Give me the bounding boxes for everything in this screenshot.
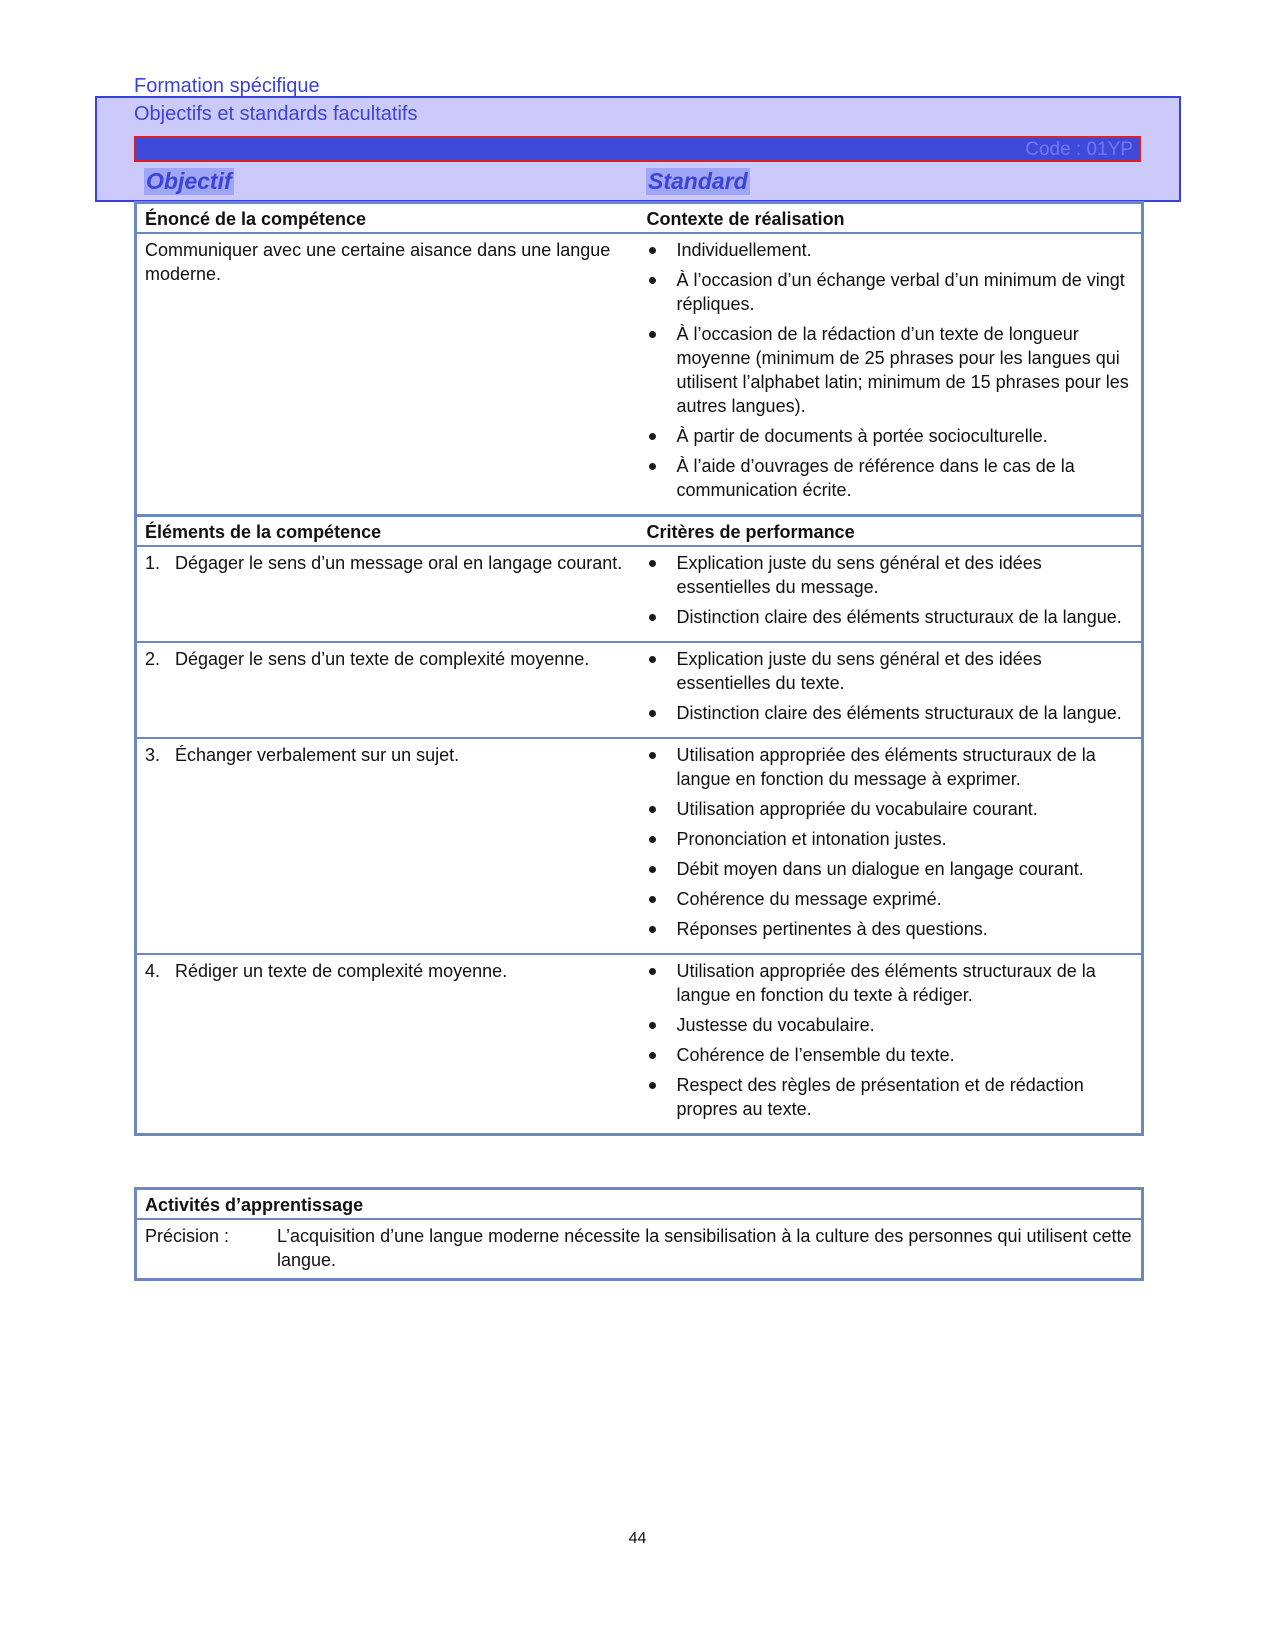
element-row xyxy=(136,738,1143,954)
bullet-icon xyxy=(649,463,656,470)
criterion-item: Distinction claire des éléments structuraux de la langue. xyxy=(647,605,1134,629)
context-item: À partir de documents à portée socioculturelle. xyxy=(647,424,1134,448)
context-item: Individuellement. xyxy=(647,238,1134,262)
criterion-item: Distinction claire des éléments structuraux de la langue. xyxy=(647,701,1134,725)
criteria-list xyxy=(647,551,1134,629)
element-row xyxy=(136,642,1143,738)
criterion-item: Utilisation appropriée des éléments structuraux de la langue en fonction du texte à rédiger. xyxy=(647,959,1134,1007)
context-list xyxy=(647,238,1134,502)
objectives-subtitle: Objectifs et standards facultatifs xyxy=(134,103,418,125)
bullet-icon xyxy=(649,331,656,338)
criteria-list xyxy=(647,743,1134,941)
criterion-item: Réponses pertinentes à des questions. xyxy=(647,917,1134,941)
competency-code: Code : 01YP xyxy=(1025,139,1133,160)
bullet-icon xyxy=(649,247,656,254)
formation-title: Formation spécifique xyxy=(134,75,320,97)
standard-heading: Standard xyxy=(648,168,748,194)
element-text: 1. Dégager le sens d’un message oral en langage courant. xyxy=(145,553,623,573)
bullet-icon xyxy=(649,752,656,759)
bullet-icon xyxy=(649,1082,656,1089)
element-row xyxy=(136,546,1143,642)
context-item: À l’occasion d’un échange verbal d’un minimum de vingt répliques. xyxy=(647,268,1134,316)
criterion-item: Justesse du vocabulaire. xyxy=(647,1013,1134,1037)
precision-note xyxy=(145,1224,1133,1272)
bullet-icon xyxy=(649,560,656,567)
criterion-item: Explication juste du sens général et des idées essentielles du message. xyxy=(647,551,1134,599)
criterion-item: Utilisation appropriée du vocabulaire courant. xyxy=(647,797,1134,821)
criterion-item: Prononciation et intonation justes. xyxy=(647,827,1134,851)
bullet-icon xyxy=(649,614,656,621)
bullet-icon xyxy=(649,277,656,284)
element-text: 4. Rédiger un texte de complexité moyenne. xyxy=(145,961,508,981)
code-bar xyxy=(134,136,1141,162)
bullet-icon xyxy=(649,896,656,903)
competency-statement-table xyxy=(134,201,1144,517)
bullet-icon xyxy=(649,1052,656,1059)
bullet-icon xyxy=(649,866,656,873)
competency-elements-table xyxy=(134,514,1144,1136)
element-row xyxy=(136,954,1143,1135)
bullet-icon xyxy=(649,968,656,975)
criterion-item: Cohérence de l’ensemble du texte. xyxy=(647,1043,1134,1067)
criterion-item: Cohérence du message exprimé. xyxy=(647,887,1134,911)
criterion-item: Respect des règles de présentation et de rédaction propres au texte. xyxy=(647,1073,1134,1121)
criteria-list xyxy=(647,959,1134,1121)
objectif-heading: Objectif xyxy=(146,168,232,194)
element-text: 2. Dégager le sens d’un texte de complexité moyenne. xyxy=(145,649,590,669)
elements-header: Éléments de la compétence xyxy=(136,516,639,547)
bullet-icon xyxy=(649,710,656,717)
context-header: Contexte de réalisation xyxy=(639,203,1143,234)
activities-header: Activités d’apprentissage xyxy=(136,1189,1143,1220)
precision-text: L’acquisition d’une langue moderne nécessite la sensibilisation à la culture des personnes qui utilisent cette langue. xyxy=(277,1226,1132,1270)
criterion-item: Utilisation appropriée des éléments structuraux de la langue en fonction du message à exprimer. xyxy=(647,743,1134,791)
bullet-icon xyxy=(649,433,656,440)
bullet-icon xyxy=(649,1022,656,1029)
context-item: À l’occasion de la rédaction d’un texte de longueur moyenne (minimum de 25 phrases pour les langues qui utilisent l’alphabet latin; minimum de 15 phrases pour les autres langues). xyxy=(647,322,1134,418)
criteria-list xyxy=(647,647,1134,725)
criteria-header: Critères de performance xyxy=(639,516,1143,547)
element-text: 3. Échanger verbalement sur un sujet. xyxy=(145,745,460,765)
page-number: 44 xyxy=(628,1530,647,1547)
learning-activities-table xyxy=(134,1187,1144,1281)
bullet-icon xyxy=(649,806,656,813)
competency-statement: Communiquer avec une certaine aisance dans une langue moderne. xyxy=(145,240,611,284)
bullet-icon xyxy=(649,836,656,843)
precision-label: Précision : xyxy=(145,1226,230,1246)
statement-header: Énoncé de la compétence xyxy=(136,203,639,234)
criterion-item: Explication juste du sens général et des idées essentielles du texte. xyxy=(647,647,1134,695)
bullet-icon xyxy=(649,926,656,933)
criterion-item: Débit moyen dans un dialogue en langage courant. xyxy=(647,857,1134,881)
context-item: À l’aide d’ouvrages de référence dans le cas de la communication écrite. xyxy=(647,454,1134,502)
bullet-icon xyxy=(649,656,656,663)
